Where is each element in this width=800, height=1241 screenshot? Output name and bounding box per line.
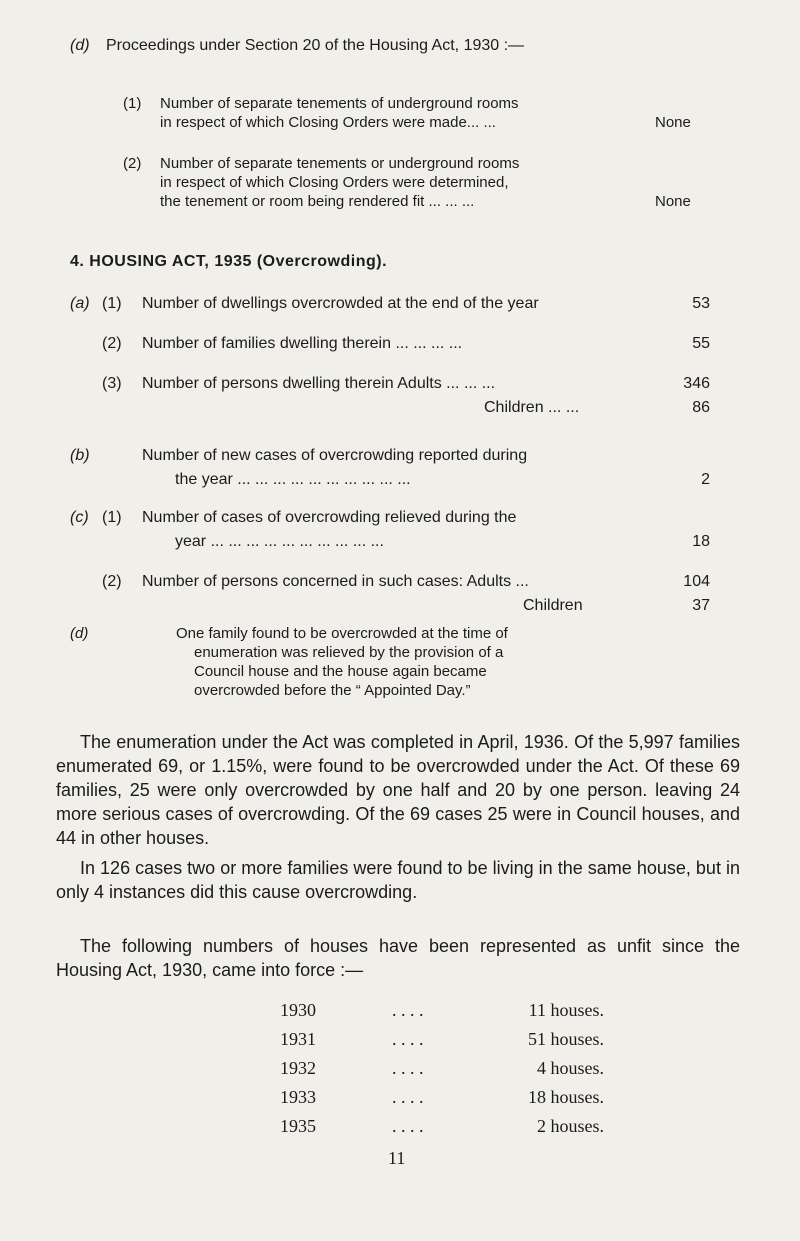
part-a-item-2-num: (2) — [102, 335, 122, 352]
table-row-year: 1933 — [280, 1087, 316, 1107]
paragraph-unfit-intro: The following numbers of houses have been represented as unfit since the Housing Act, 1930, came into force :— — [56, 936, 740, 980]
table-row-dots: . . . . — [392, 1029, 424, 1049]
part-c-item-2-children-label: Children — [523, 597, 583, 614]
table-row-dots: . . . . — [392, 1116, 424, 1136]
table-row-count: 2 houses. — [537, 1116, 604, 1136]
housing-act-heading: 4. HOUSING ACT, 1935 (Overcrowding). — [70, 253, 388, 270]
table-row-year: 1935 — [280, 1116, 316, 1136]
page-number: 11 — [388, 1148, 406, 1168]
part-c-item-2-children-value: 37 — [692, 597, 710, 614]
part-a-item-2-text: Number of families dwelling therein ... ... ... ... — [142, 335, 463, 352]
part-d-line4: overcrowded before the “ Appointed Day.” — [194, 682, 471, 699]
part-c-item-2-text: Number of persons concerned in such cases: Adults ... — [142, 573, 529, 590]
part-c-label: (c) — [70, 509, 89, 526]
part-a-item-2-value: 55 — [692, 335, 710, 352]
part-a-item-1-text: Number of dwellings overcrowded at the end of the year — [142, 295, 539, 312]
section-d-item-2-value: None — [655, 193, 691, 210]
part-c-item-1-value: 18 — [692, 533, 710, 550]
table-row-dots: . . . . — [392, 1000, 424, 1020]
table-row-count: 18 houses. — [528, 1087, 604, 1107]
section-d-item-2-num: (2) — [123, 155, 142, 172]
table-row-dots: . . . . — [392, 1087, 424, 1107]
section-d-item-2-line1: Number of separate tenements or underground rooms — [160, 155, 520, 172]
part-d-line1: One family found to be overcrowded at the time of — [176, 625, 508, 642]
part-c-item-1-line2: year ... ... ... ... ... ... ... ... ... ... — [175, 533, 384, 550]
section-d-item-1-line2: in respect of which Closing Orders were made... ... — [160, 114, 496, 131]
table-row-count: 11 houses. — [528, 1000, 604, 1020]
section-d-label: (d) — [70, 37, 90, 54]
part-c-item-1-num: (1) — [102, 509, 122, 526]
part-b-label: (b) — [70, 447, 90, 464]
section-d-item-2-line2: in respect of which Closing Orders were determined, — [160, 174, 509, 191]
part-d-label: (d) — [70, 625, 89, 642]
section-d-item-1-num: (1) — [123, 95, 142, 112]
part-d-line2: enumeration was relieved by the provision of a — [194, 644, 504, 661]
part-b-line2: the year ... ... ... ... ... ... ... ... ... ... — [175, 471, 411, 488]
paragraph-shared-houses: In 126 cases two or more families were found to be living in the same house, but in only 4 instances did this cause overcrowding. — [56, 858, 740, 902]
part-b-line1: Number of new cases of overcrowding reported during — [142, 447, 528, 464]
part-a-item-3-num: (3) — [102, 375, 122, 392]
part-a-item-3-children-label: Children ... ... — [484, 399, 580, 416]
table-row-year: 1930 — [280, 1000, 316, 1020]
part-d-line3: Council house and the house again became — [194, 663, 487, 680]
section-d-item-1-value: None — [655, 114, 691, 131]
table-row-count: 51 houses. — [528, 1029, 604, 1049]
part-a-item-3-children-value: 86 — [692, 399, 710, 416]
part-a-item-1-value: 53 — [692, 295, 710, 312]
part-a-item-3-text: Number of persons dwelling therein Adults ... ... ... — [142, 375, 496, 392]
part-c-item-2-num: (2) — [102, 573, 122, 590]
table-row-year: 1932 — [280, 1058, 316, 1078]
part-c-item-2-value: 104 — [683, 573, 710, 590]
section-d-heading: Proceedings under Section 20 of the Housing Act, 1930 :— — [106, 37, 525, 54]
table-row-dots: . . . . — [392, 1058, 424, 1078]
part-c-item-1-line1: Number of cases of overcrowding relieved during the — [142, 509, 517, 526]
section-d-item-2-line3: the tenement or room being rendered fit ... ... ... — [160, 193, 475, 210]
part-a-label: (a) — [70, 295, 90, 312]
table-row-year: 1931 — [280, 1029, 316, 1049]
part-a-item-1-num: (1) — [102, 295, 122, 312]
paragraph-enumeration: The enumeration under the Act was completed in April, 1936. Of the 5,997 families enumerated 69, or 1.15%, were found to be overcrowded under the Act. Of these 69 families, 25 were only overcrowded by one half and 20 by one person. leaving 24 more serious cases of overcrowding. Of the 69 cases 25 were in Council houses, and 44 in other houses. — [56, 732, 740, 848]
part-a-item-3-value: 346 — [683, 375, 710, 392]
part-b-value: 2 — [701, 471, 710, 488]
section-d-item-1-line1: Number of separate tenements of underground rooms — [160, 95, 519, 112]
table-row-count: 4 houses. — [537, 1058, 604, 1078]
